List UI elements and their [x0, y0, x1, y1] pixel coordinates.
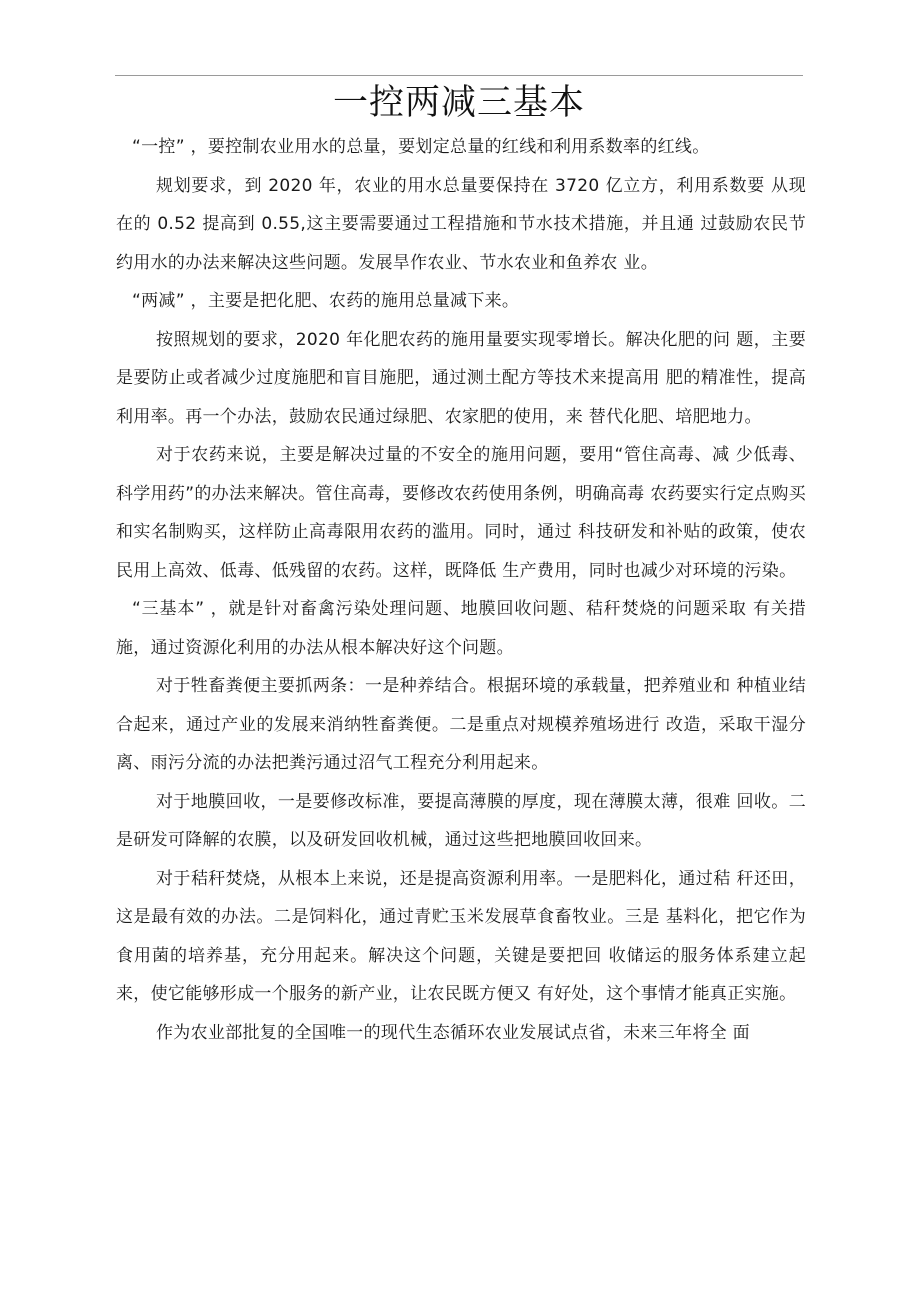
body-paragraph: 对于秸秆焚烧，从根本上来说，还是提高资源利用率。一是肥料化，通过秸 秆还田，这是最有效的办法。二是饲料化，通过青贮玉米发展草食畜牧业。三是 基料化，把它作为食用菌的培养基，充分用起来。解决这个问题，关键是要把回 收储运的服务体系建立起来，使它能够形成一个服务的新产业，让农民既方便又 有好处，这个事情才能真正实施。	[116, 868, 806, 1004]
header-rule	[115, 75, 803, 76]
section-heading-paragraph: “三基本” ，就是针对畜禽污染处理问题、地膜回收问题、秸秆焚烧的问题采取 有关措施，通过资源化利用的办法从根本解决好这个问题。	[116, 599, 806, 658]
body-paragraph: 对于牲畜粪便主要抓两条：一是种养结合。根据环境的承载量，把养殖业和 种植业结合起来，通过产业的发展来消纳牲畜粪便。二是重点对规模养殖场进行 改造，采取干湿分离、雨污分流的办法把粪污通过沼气工程充分利用起来。	[116, 676, 806, 773]
body-paragraph: 作为农业部批复的全国唯一的现代生态循环农业发展试点省，未来三年将全 面	[156, 1022, 750, 1043]
section-heading-paragraph: “两减” ，主要是把化肥、农药的施用总量减下来。	[132, 291, 520, 311]
body-paragraph: 按照规划的要求，2020 年化肥农药的施用量要实现零增长。解决化肥的问 题，主要是要防止或者减少过度施肥和盲目施肥，通过测土配方等技术来提高用 肥的精准性，提高利用率。再一个办法，鼓励农民通过绿肥、农家肥的使用，来 替代化肥、培肥地力。	[116, 329, 806, 427]
document-body	[116, 128, 806, 1052]
body-paragraph: 对于农药来说，主要是解决过量的不安全的施用问题，要用“管住高毒、减 少低毒、科学用药”的办法来解决。管住高毒，要修改农药使用条例，明确高毒 农药要实行定点购买和实名制购买，这样防止高毒限用农药的滥用。同时，通过 科技研发和补贴的政策，使农民用上高效、低毒、低残留的农药。这样，既降低 生产费用，同时也减少对环境的污染。	[116, 445, 806, 581]
page-title: 一控两减三基本	[332, 83, 585, 123]
body-paragraph: 对于地膜回收，一是要修改标准，要提高薄膜的厚度，现在薄膜太薄，很难 回收。二是研发可降解的农膜，以及研发回收机械，通过这些把地膜回收回来。	[116, 791, 806, 850]
body-paragraph: 规划要求，到 2020 年，农业的用水总量要保持在 3720 亿立方，利用系数要 从现在的 0.52 提高到 0.55,这主要需要通过工程措施和节水技术措施，并且通 过鼓励农民节约用水的办法来解决这些问题。发展旱作农业、节水农业和鱼养农 业。	[116, 175, 806, 273]
section-heading-paragraph: “一控” ，要控制农业用水的总量，要划定总量的红线和利用系数率的红线。	[132, 137, 710, 157]
